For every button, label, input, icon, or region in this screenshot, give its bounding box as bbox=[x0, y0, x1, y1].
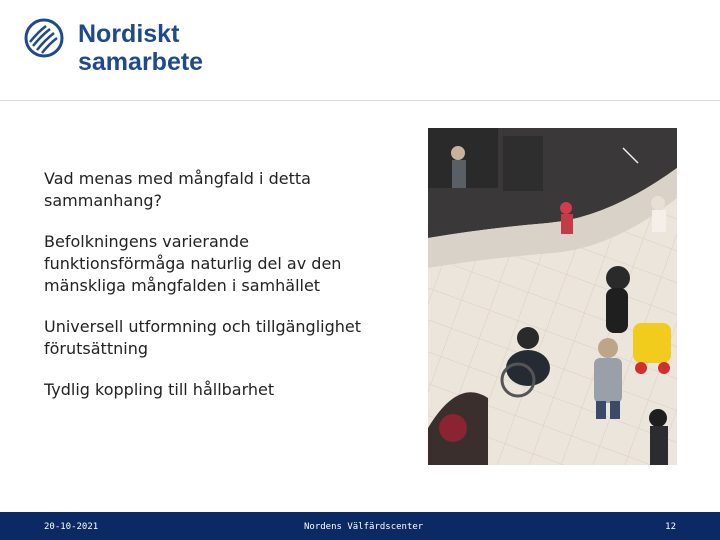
bullet-item: Befolkningens varierande funktionsförmåga naturlig del av den mänskliga mångfalden i samhället bbox=[44, 232, 342, 295]
logo-line-1: Nordiskt bbox=[78, 20, 180, 48]
bullet-item: Vad menas med mångfald i detta sammanhang? bbox=[44, 169, 311, 210]
swan-icon bbox=[24, 18, 64, 58]
bullet-item: Tydlig koppling till hållbarhet bbox=[44, 380, 275, 399]
footer-organization: Nordens Välfärdscenter bbox=[304, 522, 424, 532]
bullet-item: Universell utformning och tillgänglighet förutsättning bbox=[44, 317, 362, 358]
slide-footer bbox=[0, 512, 720, 540]
footer-page-number: 12 bbox=[665, 522, 676, 532]
logo-line-2: samarbete bbox=[78, 48, 204, 76]
logo-wordmark bbox=[78, 20, 203, 76]
footer-date: 20-10-2021 bbox=[44, 522, 99, 532]
bullet-list bbox=[44, 168, 384, 420]
slide-header bbox=[0, 0, 720, 101]
people-in-shopping-mall-photo bbox=[428, 128, 677, 465]
